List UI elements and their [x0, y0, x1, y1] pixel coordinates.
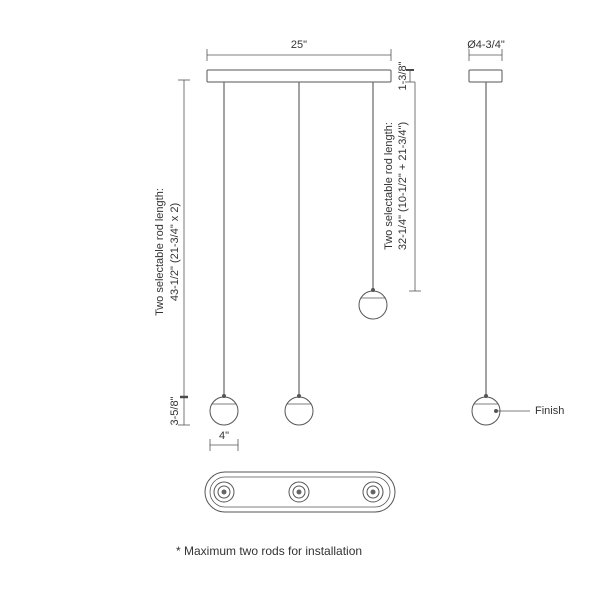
canopy-height-dimension [397, 61, 415, 90]
pendant-right [359, 288, 387, 319]
long-rod-dimension [154, 80, 190, 397]
finish-callout [494, 405, 564, 417]
top-view-socket-center [289, 482, 309, 502]
canopy-width-dimension [207, 39, 391, 61]
installation-footnote: * Maximum two rods for installation [176, 544, 363, 558]
canopy-width-label: 25" [290, 39, 308, 51]
front-canopy [207, 70, 391, 82]
pendant-center [285, 394, 313, 425]
pendant-width-label: 4" [218, 430, 230, 442]
canopy-height-label: 1-3/8" [397, 61, 409, 91]
pendant-width-dimension [210, 430, 238, 451]
canopy-diameter-label: Ø4-3/4" [467, 39, 505, 51]
side-view [467, 39, 505, 425]
long-rod-label-line2: 43-1/2" (21-3/4" x 2) [169, 202, 181, 302]
top-view-socket-right [363, 482, 383, 502]
long-rod-label-line1: Two selectable rod length: [154, 188, 166, 316]
short-rod-label-line1: Two selectable rod length: [383, 122, 395, 250]
pendant-left [210, 394, 238, 425]
top-view-socket-left [214, 482, 234, 502]
pendant-height-dimension [169, 396, 190, 425]
side-canopy [469, 70, 502, 82]
pendant-height-label: 3-5/8" [169, 396, 181, 426]
short-rod-dimension [383, 82, 421, 291]
top-view-canopy [205, 472, 395, 512]
finish-label: Finish [535, 405, 565, 417]
rods [224, 82, 373, 397]
short-rod-label-line2: 32-1/4" (10-1/2" + 21-3/4") [397, 121, 409, 251]
